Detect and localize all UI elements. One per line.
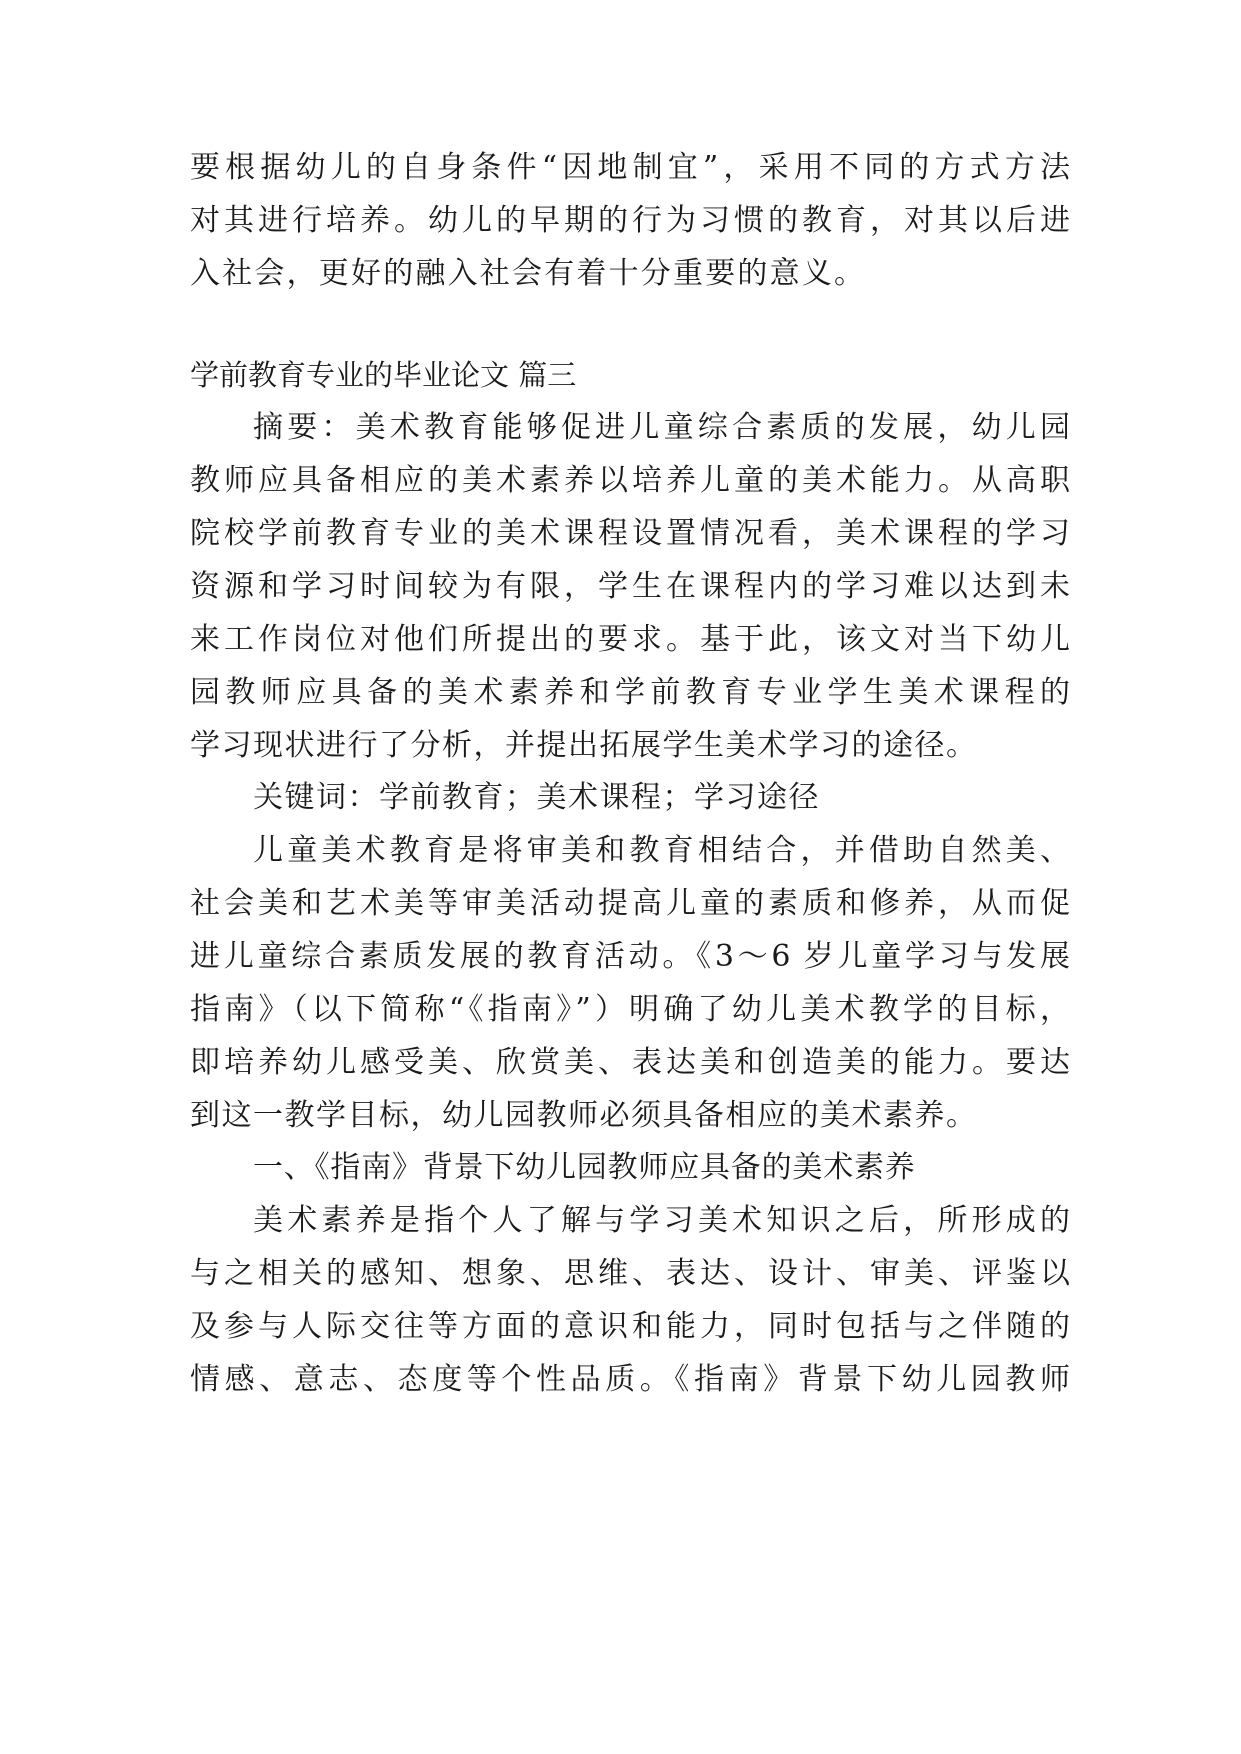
abstract-line-7: 学习现状进行了分析，并提出拓展学生美术学习的途径。 — [190, 728, 978, 763]
keywords-line: 关键词：学前教育；美术课程；学习途径 — [253, 780, 820, 815]
intro-line-1: 要根据幼儿的自身条件“因地制宜”，采用不同的方式方法 — [190, 150, 1070, 185]
body-para2-line-2: 与之相关的感知、想象、思维、表达、设计、审美、评鉴以 — [190, 1256, 1070, 1291]
abstract-line-2: 教师应具备相应的美术素养以培养儿童的美术能力。从高职 — [190, 463, 1070, 498]
abstract-line-1: 摘要：美术教育能够促进儿童综合素质的发展，幼儿园 — [253, 410, 1070, 445]
body-para2-line-4: 情感、意志、态度等个性品质。《指南》背景下幼儿园教师 — [190, 1362, 1070, 1397]
body-para1-line-2: 社会美和艺术美等审美活动提高儿童的素质和修养，从而促 — [190, 886, 1070, 921]
section-subheading: 一、《指南》背景下幼儿园教师应具备的美术素养 — [253, 1150, 916, 1185]
abstract-line-4: 资源和学习时间较为有限，学生在课程内的学习难以达到未 — [190, 569, 1070, 604]
body-para2-line-3: 及参与人际交往等方面的意识和能力，同时包括与之伴随的 — [190, 1309, 1070, 1344]
body-para1-line-4: 指南》（以下简称“《指南》”）明确了幼儿美术教学的目标， — [190, 992, 1070, 1027]
abstract-line-3: 院校学前教育专业的美术课程设置情况看，美术课程的学习 — [190, 516, 1070, 551]
body-para1-line-5: 即培养幼儿感受美、欣赏美、表达美和创造美的能力。要达 — [190, 1045, 1070, 1080]
section-title: 学前教育专业的毕业论文 篇三 — [190, 358, 577, 392]
body-para2-line-1: 美术素养是指个人了解与学习美术知识之后，所形成的 — [253, 1203, 1070, 1238]
intro-line-3: 入社会，更好的融入社会有着十分重要的意义。 — [190, 256, 867, 291]
abstract-line-5: 来工作岗位对他们所提出的要求。基于此，该文对当下幼儿 — [190, 622, 1070, 657]
abstract-line-6: 园教师应具备的美术素养和学前教育专业学生美术课程的 — [190, 675, 1070, 710]
intro-line-2: 对其进行培养。幼儿的早期的行为习惯的教育，对其以后进 — [190, 203, 1070, 238]
body-para1-line-3: 进儿童综合素质发展的教育活动。《3～6 岁儿童学习与发展 — [190, 939, 1070, 974]
body-para1-line-1: 儿童美术教育是将审美和教育相结合，并借助自然美、 — [253, 833, 1070, 868]
body-para1-line-6: 到这一教学目标，幼儿园教师必须具备相应的美术素养。 — [190, 1098, 978, 1133]
